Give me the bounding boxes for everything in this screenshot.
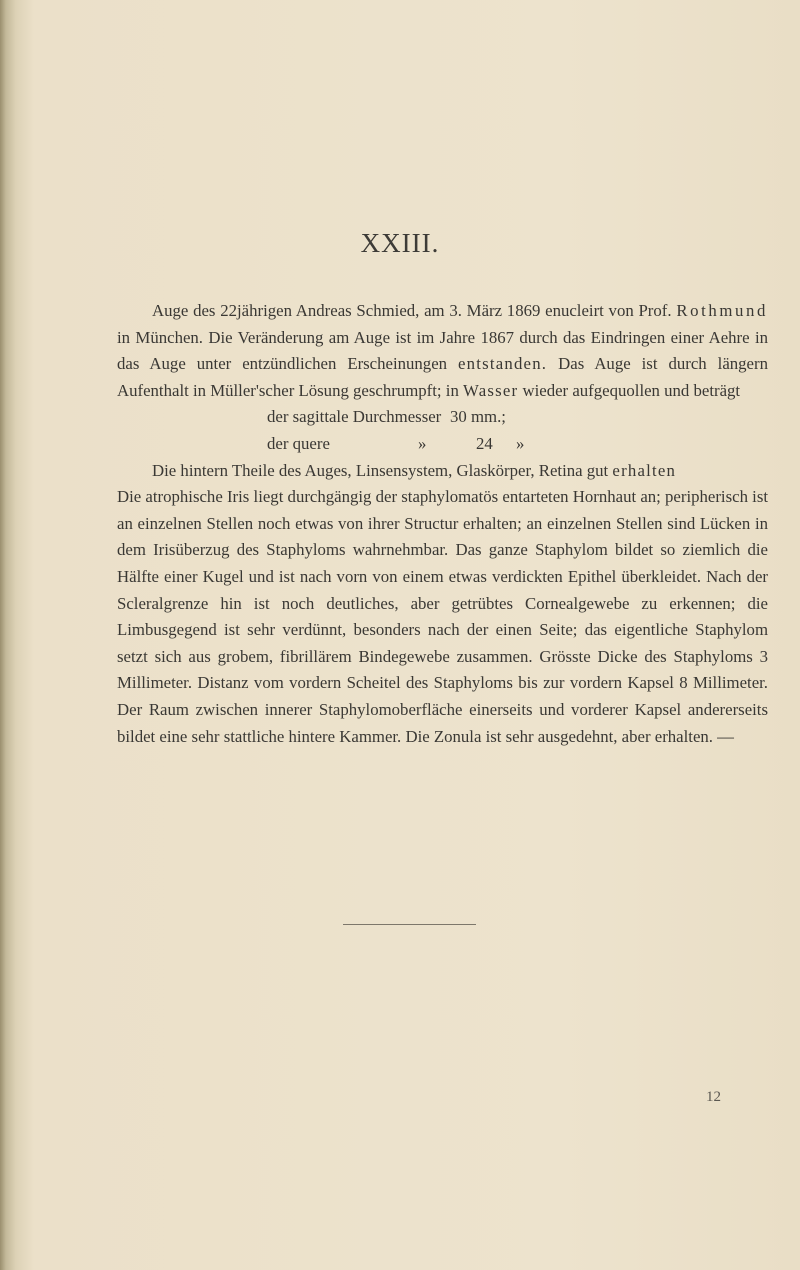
paragraph-iris-staphyloma: Die atrophische Iris liegt durchgängig der staphylomatös entarteten Hornhaut an; peripherisch ist an einzelnen Stellen noch etwas von ihrer Structur erhalten; an einzelnen Stellen sind Lücken in dem Irisüberzug des Staphyloms wahrnehmbar. Das ganze Staphylom bildet so ziemlich die Hälfte einer Kugel und ist nach vorn von einem etwas verdickten Epithel überkleidet. Nach der Scleralgrenze hin ist noch deutliches, aber getrübtes Cornealgewebe zu erkennen; die Limbusgegend ist sehr verdünnt, besonders nach der einen Seite; das eigentliche Staphylom setzt sich aus grobem, fibrillärem Bindegewebe zusammen. Grösste Dicke des Staphyloms 3 Millimeter. Distanz vom vordern Scheitel des Staphyloms bis zur vordern Kapsel 8 Millimeter. Der Raum zwischen innerer Staphylomoberfläche einerseits und vorderer Kapsel andererseits bildet eine sehr stattliche hintere Kammer. Die Zonula ist sehr ausgedehnt, aber erhalten. — <box>117 487 769 746</box>
page-number: 12 <box>706 1089 721 1105</box>
measurement-row-transverse <box>117 431 768 458</box>
text-run: wieder aufgequollen und beträgt <box>518 380 741 400</box>
measurement-row-sagittal <box>117 404 768 431</box>
ditto-mark: » <box>418 433 427 453</box>
body-text <box>117 298 768 750</box>
emphasized-word: erhalten <box>612 460 677 480</box>
text-run: in München. Die Veränderung am Auge ist im Jahre 1867 durch das Eindringen einer Aehre in das Auge unter entzündlichen Erscheinungen <box>117 327 768 374</box>
measurement-label: der sagittale Durchmesser <box>267 407 442 427</box>
text-run: Die hintern Theile des Auges, Linsensystem, Glaskörper, Retina gut <box>152 460 613 480</box>
ditto-mark: » <box>516 433 525 453</box>
text-run: Auge des 22jährigen Andreas Schmied, am 3. März 1869 enucleirt von Prof. <box>152 301 672 320</box>
page-title: XXIII. <box>360 228 440 258</box>
measurement-value: 30 mm.; <box>450 407 506 427</box>
paragraph-posterior-parts <box>117 458 768 485</box>
measurement-label: der quere <box>267 433 330 453</box>
emphasized-word: Wasser <box>463 380 519 400</box>
section-divider <box>343 924 476 925</box>
emphasized-word: entstanden. <box>458 354 548 374</box>
paragraph-specimen-history <box>117 298 768 404</box>
measurement-value: 24 <box>476 433 493 453</box>
surgeon-name: Rothmund <box>676 301 768 320</box>
text-run: Das Auge ist durch längern Aufenthalt in Müller'scher Lösung geschrumpft; in <box>117 354 768 400</box>
